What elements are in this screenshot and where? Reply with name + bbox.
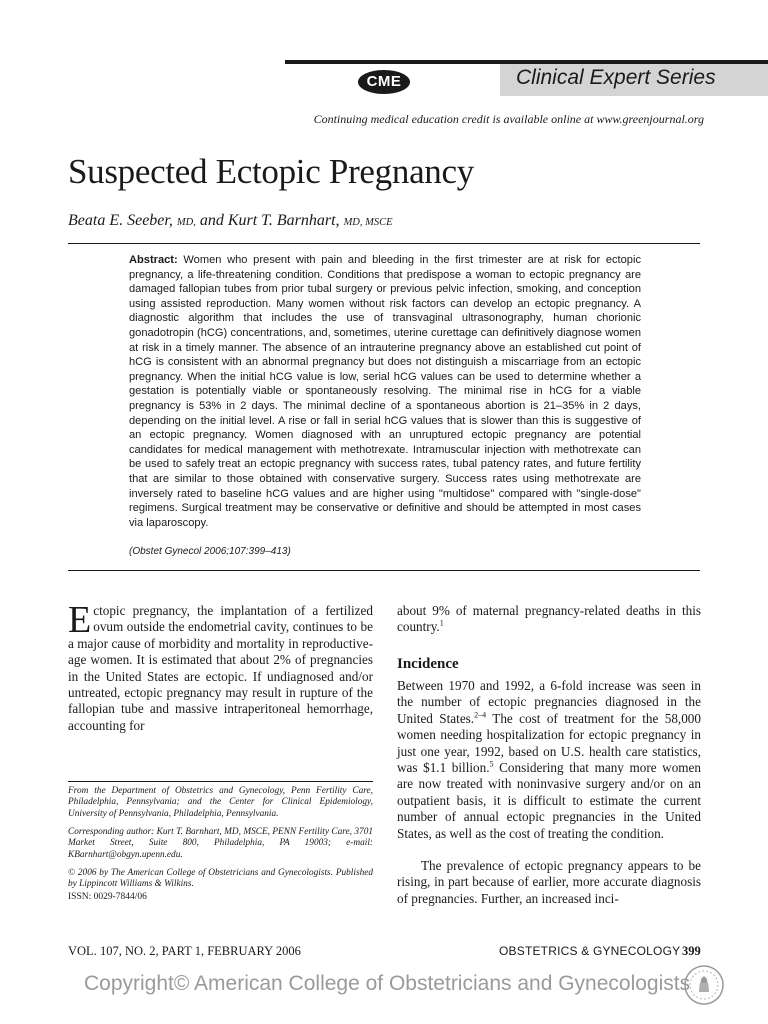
page-number: 399 xyxy=(682,944,701,958)
section-heading-incidence: Incidence xyxy=(397,656,459,672)
author-name: and Kurt T. Barnhart, xyxy=(199,212,340,229)
abstract xyxy=(129,253,641,530)
footnote-correspondence: Corresponding author: Kurt T. Barnhart, MD, MSCE, PENN Fertility Care, 3701 Market Street, Suite 800, Philadelphia, PA 19003; e-mail: KBarnhart@obgyn.upenn.edu. xyxy=(68,827,373,860)
intro-continued xyxy=(397,603,701,636)
footnote-affiliation: From the Department of Obstetrics and Gynecology, Penn Fertility Care, Philadelphia, Pennsylvania; and the Center for Clinical Epidemiology, University of Pennsylvania, Philadelphia, Pennsylvania. xyxy=(68,786,373,819)
reference-marker: 2–4 xyxy=(474,710,487,720)
author-name: Beata E. Seeber, xyxy=(68,212,173,229)
reference-marker: 5 xyxy=(489,759,494,769)
volume-info: VOL. 107, NO. 2, PART 1, FEBRUARY 2006 xyxy=(68,944,301,958)
incidence-text: Considering that many more women are now treated with noninvasive surgery and/or on an outpatient basis, it is difficult to estimate the current number of annual ectopic pregnancies in the United States, as well as the cost of treating the condition. xyxy=(397,760,701,841)
abstract-top-rule xyxy=(68,243,700,244)
abstract-bottom-rule xyxy=(68,570,700,571)
article-title: Suspected Ectopic Pregnancy xyxy=(68,152,474,191)
incidence-text: The cost of treatment for the 58,000 women needing hospitalization for ectopic pregnancy in just one year, 1992, based on U.S. health care statistics, was $1.1 billion. xyxy=(397,710,701,776)
incidence-paragraph xyxy=(397,678,701,842)
footnote-rule xyxy=(68,781,373,782)
abstract-text: Women who present with pain and bleeding in the first trimester are at risk for ectopic pregnancy, a life-threatening condition. Conditions that predispose a woman to ectopic pregnancy are damaged fallopian tubes from prior tubal surgery or previous pelvic infection, smoking, and conception using assisted reproduction. Many women without risk factors can develop an ectopic pregnancy. A diagnostic algorithm that includes the use of transvaginal ultrasonography, human chorionic gonadotropin (hCG) concentrations, and, sometimes, uterine curettage can definitively diagnose women at risk in a timely manner. The absence of an intrauterine pregnancy above an established cut point of hCG is consistent with an abnormal pregnancy but does not distinguish a miscarriage from an ectopic pregnancy. When the initial hCG value is low, serial hCG values can be used to determine whether a gestation is potentially viable or spontaneously resolving. The minimal rise in hCG for a viable pregnancy is 53% in 2 days. The minimal decline of a spontaneous abortion is 21–35% in 2 days, depending on the initial level. A rise or fall in serial hCG values that is slower than this is suggestive of an ectopic pregnancy. Women diagnosed with an unruptured ectopic pregnancy are potential candidates for medical management with methotrexate. Intramuscular injection with methotrexate can be used to safely treat an ectopic pregnancy with success rates, tubal patency rates, and future fertility that are similar to those obtained with conservative surgery. Success rates using methotrexate are inversely rated to baseline hCG values and are higher using "multidose" compared with "single-dose" regimens. Surgical treatment may be conservative or definitive and should be attempted in most cases via laparoscopy. xyxy=(129,254,641,529)
incidence-text: Between 1970 and 1992, a 6-fold increase was seen in the number of ectopic pregnancies diagnosed in the United States. xyxy=(397,678,701,726)
author-line xyxy=(68,212,393,230)
series-title: Clinical Expert Series xyxy=(516,66,716,89)
drop-cap: E xyxy=(68,599,92,641)
cme-badge-icon: CME xyxy=(358,70,410,94)
footnote-copyright: © 2006 by The American College of Obstetricians and Gynecologists. Published by Lippincott Williams & Wilkins. xyxy=(68,868,373,890)
footnote-issn: ISSN: 0029-7844/06 xyxy=(68,892,147,902)
abstract-label: Abstract: xyxy=(129,254,178,266)
intro-cont-text: about 9% of maternal pregnancy-related deaths in this country. xyxy=(397,603,701,635)
cme-note: Continuing medical education credit is available online at www.greenjournal.org xyxy=(313,112,704,126)
author-degree: MD, MSCE xyxy=(343,217,393,228)
abstract-citation: (Obstet Gynecol 2006;107:399–413) xyxy=(129,546,291,557)
author-degree: MD, xyxy=(176,217,196,228)
journal-name: OBSTETRICS & GYNECOLOGY xyxy=(499,944,681,958)
intro-paragraph xyxy=(68,599,373,734)
acog-seal-icon xyxy=(683,964,725,1006)
intro-text: ctopic pregnancy, the implantation of a fertilized ovum outside the endometrial cavity, continues to be a major cause of morbidity and mortality in reproductive-age women. It is estimated that about 2% of pregnancies in the United States are ectopic. If undiagnosed and/or untreated, ectopic pregnancy may result in rupture of the fallopian tube and massive intraperitoneal hemorrhage, accounting for xyxy=(68,603,373,733)
reference-marker: 1 xyxy=(439,619,444,629)
copyright-watermark: Copyright© American College of Obstetricians and Gynecologists xyxy=(84,972,691,995)
prevalence-paragraph: The prevalence of ectopic pregnancy appears to be rising, in part because of earlier, more accurate diagnosis of pregnancies. Further, an increased inci- xyxy=(397,858,701,906)
